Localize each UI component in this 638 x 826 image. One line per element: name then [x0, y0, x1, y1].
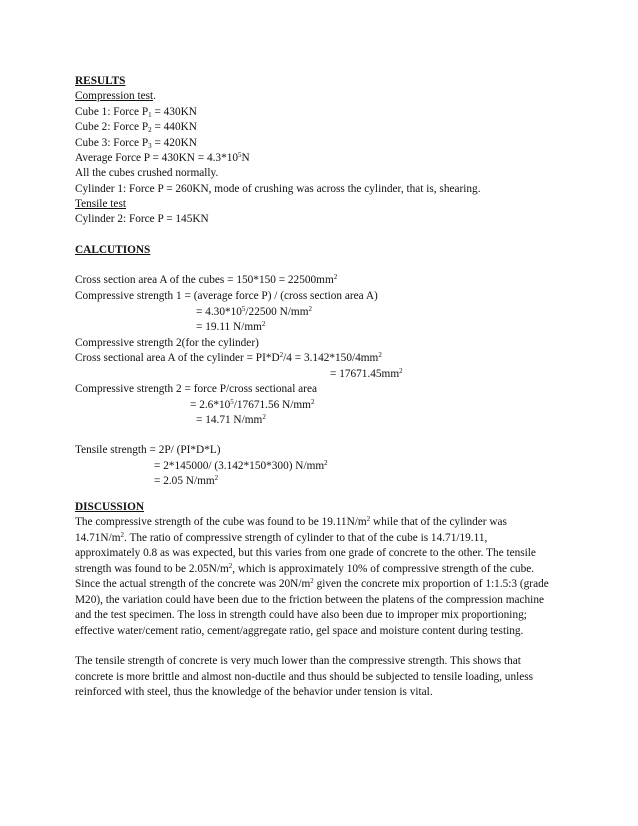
compressive-strength-1-result: [196, 320, 265, 335]
discussion-p1-line-1: [75, 515, 507, 530]
tensile-strength-result: [154, 474, 218, 489]
exponent: 2: [228, 562, 233, 570]
cs2-sub-middle: /17671.56 N/mm: [233, 399, 311, 411]
cs2-result-text: = 14.71 N/mm: [196, 414, 263, 426]
tensile-strength-substitution: [154, 459, 328, 474]
ts-result-text: = 2.05 N/mm: [154, 475, 215, 487]
cyl-area-prefix: Cross sectional area A of the cylinder = PI*D: [75, 352, 280, 364]
compression-test-subheading: [75, 89, 156, 104]
tensile-test-subheading: Tensile test: [75, 198, 126, 210]
cyl-area-d-exponent: 2: [279, 351, 284, 359]
tensile-strength-formula: Tensile strength = 2P/ (PI*D*L): [75, 444, 221, 456]
cs2-sub-prefix: = 2.6*10: [190, 399, 231, 411]
compression-test-label: Compression test: [75, 90, 154, 102]
exponent: 2: [366, 515, 371, 523]
cs1-sub-unit-exponent: 2: [308, 305, 312, 313]
cube-1-subscript: 1: [148, 111, 152, 119]
discussion-p1-line-6: M20), the variation could have been due to the friction between the platens of the compression machine: [75, 594, 544, 606]
discussion-heading: DISCUSSION: [75, 501, 145, 513]
cube-3-subscript: 3: [148, 142, 152, 150]
cylinder-area-result: [330, 367, 403, 382]
cs2-sub-unit-exponent: 2: [310, 398, 315, 406]
discussion-p2-line-2: concrete is more brittle and almost non-ductile and thus should be subjected to tensile loading, unless: [75, 671, 534, 683]
cube-area-text: Cross section area A of the cubes = 150*150 = 22500mm: [75, 274, 334, 286]
discussion-p1-line-8: effective water/cement ratio, cement/aggregate ratio, gel space and moisture content during testing.: [75, 625, 524, 637]
ts-sub-exponent: 2: [324, 459, 328, 467]
discussion-p1-line-3: approximately 0.8 as was expected, but this varies from one grade of concrete to the other. The tensile: [75, 547, 536, 559]
cube-3-suffix: = 420KN: [151, 137, 197, 149]
cube-1-suffix: = 430KN: [151, 106, 197, 118]
text-run: given the concrete mix proportion of 1:1.5:3 (grade: [313, 578, 549, 590]
cs2-sub-exponent: 5: [230, 398, 234, 406]
discussion-p1-line-5: [75, 577, 549, 592]
compressive-strength-1-formula: Compressive strength 1 = (average force P) / (cross section area A): [75, 290, 378, 302]
text-run: , which is approximately 10% of compressive strength of the cube.: [232, 563, 535, 575]
cyl-area-middle: /4 = 3.142*150/4mm: [283, 352, 379, 364]
cylinder-area-line: [75, 351, 382, 366]
cs1-sub-middle: /22500 N/mm: [245, 306, 309, 318]
cylinder-1-result: Cylinder 1: Force P = 260KN, mode of crushing was across the cylinder, that is, shearing.: [75, 183, 481, 195]
text-run: . The ratio of compressive strength of cylinder to that of the cube is 14.71/19.11,: [124, 532, 488, 544]
discussion-p1-line-2: [75, 531, 487, 546]
cube-2-subscript: 2: [148, 126, 152, 134]
compressive-strength-1-substitution: [196, 305, 312, 320]
cs2-result-exponent: 2: [262, 413, 266, 421]
cube-area-exponent: 2: [333, 273, 338, 281]
cyl-area-unit-exponent: 2: [378, 351, 382, 359]
exponent: 2: [310, 577, 314, 585]
compressive-strength-2-result: [196, 413, 266, 428]
cube-3-prefix: Cube 3: Force P: [75, 137, 149, 149]
discussion-p1-line-4: [75, 562, 534, 577]
ts-result-exponent: 2: [214, 474, 219, 482]
compression-test-period: .: [153, 90, 156, 102]
cs1-sub-exponent: 5: [241, 305, 246, 313]
ts-sub-text: = 2*145000/ (3.142*150*300) N/mm: [154, 460, 325, 472]
cyl-area-result-exponent: 2: [399, 367, 403, 375]
discussion-p2-line-1: The tensile strength of concrete is very much lower than the compressive strength. This shows that: [75, 655, 521, 667]
text-run: while that of the cylinder was: [370, 516, 507, 528]
cube-1-prefix: Cube 1: Force P: [75, 106, 149, 118]
cube-3-result: [75, 136, 197, 151]
cyl-area-result-text: = 17671.45mm: [330, 368, 400, 380]
cs1-result-exponent: 2: [261, 320, 266, 328]
cube-area-line: [75, 273, 337, 288]
cylinder-2-result: Cylinder 2: Force P = 145KN: [75, 213, 209, 225]
results-heading: RESULTS: [75, 75, 126, 87]
cs1-result-text: = 19.11 N/mm: [196, 321, 262, 333]
cube-2-result: [75, 120, 197, 135]
calculations-heading: CALCUTIONS: [75, 244, 151, 256]
cubes-crushed-note: All the cubes crushed normally.: [75, 167, 219, 179]
cube-1-result: [75, 105, 197, 120]
cube-2-suffix: = 440KN: [151, 121, 197, 133]
discussion-p1-line-7: and the test specimen. The loss in strength could have also been due to improper mix proportioning;: [75, 609, 527, 621]
compressive-strength-2-formula: Compressive strength 2 = force P/cross sectional area: [75, 383, 317, 395]
discussion-p2-line-3: reinforced with steel, thus the knowledge of the behavior under tension is vital.: [75, 686, 433, 698]
average-force-prefix: Average Force P = 430KN = 4.3*10: [75, 152, 239, 164]
average-force-exponent: 5: [238, 151, 242, 159]
text-run: The compressive strength of the cube was found to be 19.11N/m: [75, 516, 367, 528]
average-force-unit: N: [241, 152, 250, 164]
cs1-sub-prefix: = 4.30*10: [196, 306, 242, 318]
cube-2-prefix: Cube 2: Force P: [75, 121, 149, 133]
text-run: Since the actual strength of the concrete was 20N/m: [75, 578, 311, 590]
average-force: [75, 151, 250, 166]
compressive-strength-2-substitution: [190, 398, 314, 413]
exponent: 2: [120, 531, 125, 539]
text-run: strength was found to be 2.05N/m: [75, 563, 229, 575]
compressive-strength-2-label: Compressive strength 2(for the cylinder): [75, 337, 259, 349]
text-run: 14.71N/m: [75, 532, 121, 544]
